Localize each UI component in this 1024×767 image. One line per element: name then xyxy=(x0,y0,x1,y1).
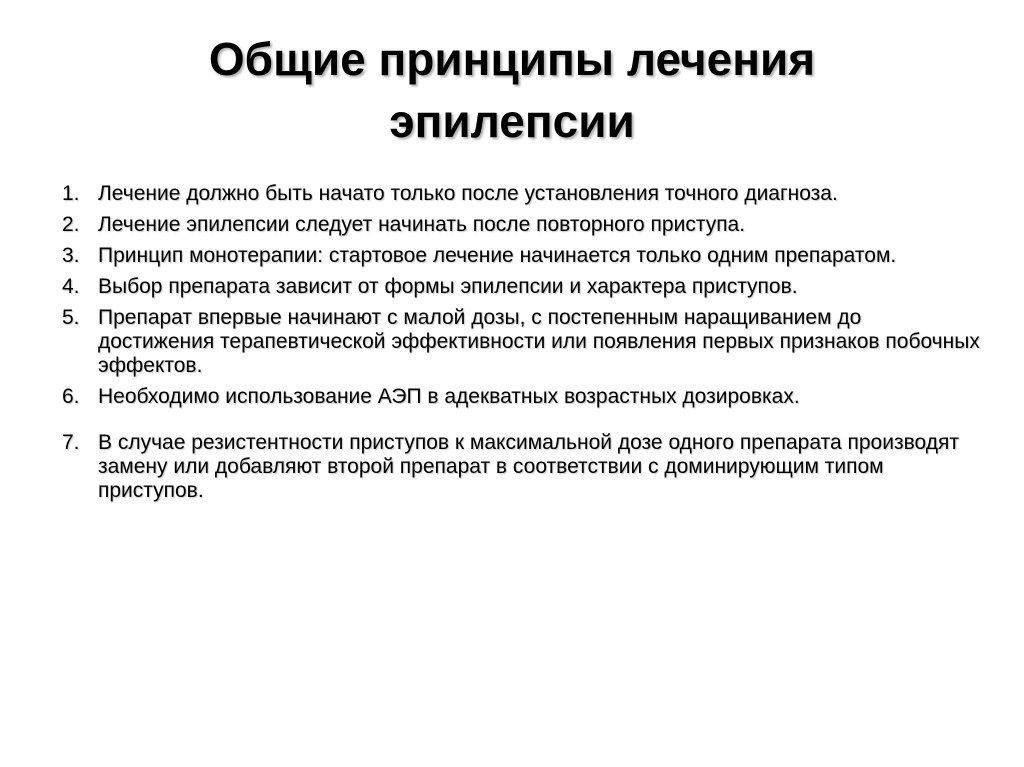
slide-title xyxy=(0,28,1024,152)
item-text: Принцип монотерапии: стартовое лечение начинается только одним препаратом. xyxy=(98,244,897,267)
list-item xyxy=(62,244,982,268)
item-text: Выбор препарата зависит от формы эпилепсии и характера приступов. xyxy=(98,275,798,298)
item-number: 5. xyxy=(62,306,80,329)
item-number: 3. xyxy=(62,244,80,267)
list-item xyxy=(62,275,982,299)
item-number: 2. xyxy=(62,213,80,236)
title-line-2: эпилепсии xyxy=(389,95,635,147)
principles-list xyxy=(62,182,982,510)
item-number: 4. xyxy=(62,275,80,298)
item-text: Препарат впервые начинают с малой дозы, с постепенным наращиванием до достижения терапевтической эффективности или появления первых признаков побочных эффектов. xyxy=(98,306,980,377)
list-item xyxy=(62,213,982,237)
item-number: 6. xyxy=(62,385,80,408)
list-item xyxy=(62,385,982,409)
item-text: В случае резистентности приступов к максимальной дозе одного препарата производят замену или добавляют второй препарат в соответствии с доминирующим типом приступов. xyxy=(98,431,959,502)
item-number: 7. xyxy=(62,431,80,454)
list-item xyxy=(62,306,982,378)
item-text: Необходимо использование АЭП в адекватных возрастных дозировках. xyxy=(98,385,800,408)
item-text: Лечение эпилепсии следует начинать после повторного приступа. xyxy=(98,213,746,236)
item-number: 1. xyxy=(62,182,80,205)
title-line-1: Общие принципы лечения xyxy=(208,33,816,85)
list-item xyxy=(62,431,982,503)
list-item xyxy=(62,182,982,206)
item-text: Лечение должно быть начато только после установления точного диагноза. xyxy=(98,182,838,205)
